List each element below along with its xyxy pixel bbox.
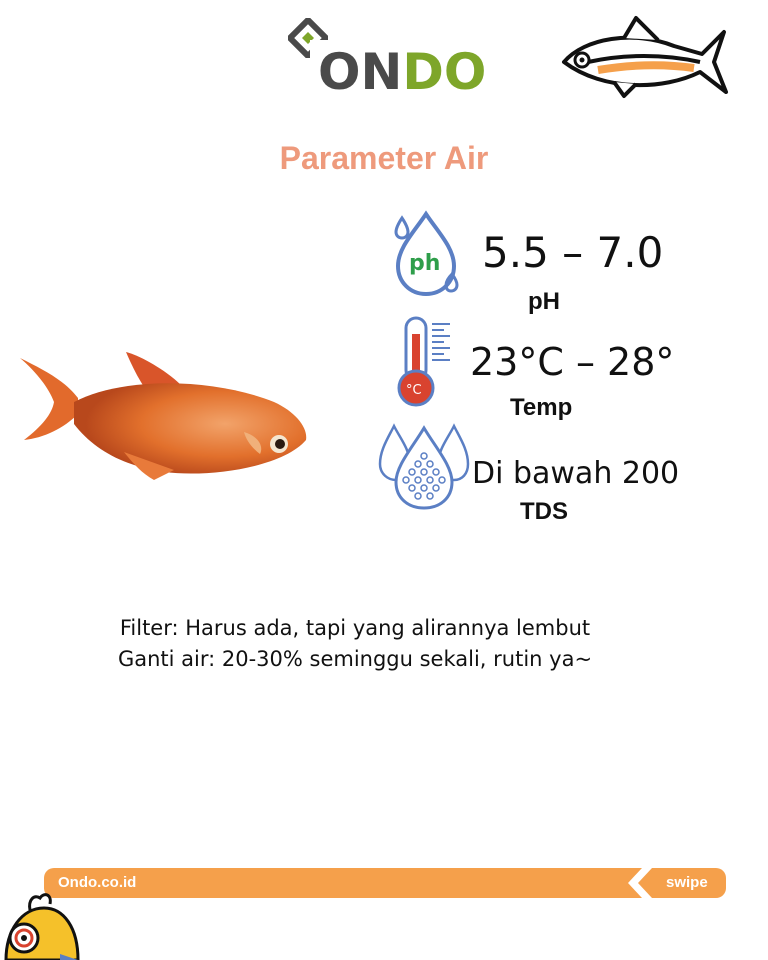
outline-fish-icon — [554, 10, 730, 102]
footer-bar — [44, 868, 726, 898]
tds-label: TDS — [520, 498, 568, 525]
page-title: Parameter Air — [279, 140, 489, 176]
ph-label: pH — [528, 288, 560, 315]
care-notes — [0, 613, 710, 675]
tetra-fish-image — [14, 340, 314, 490]
svg-text:ph: ph — [409, 251, 441, 276]
ph-value: 5.5 – 7.0 — [482, 228, 664, 277]
ondo-logo — [288, 18, 488, 101]
logo-text-do: DO — [402, 43, 487, 101]
swipe-hint[interactable]: swipe — [666, 874, 708, 891]
note-filter: Filter: Harus ada, tapi yang alirannya lembut — [119, 616, 591, 640]
tds-drop-icon — [376, 420, 472, 512]
logo-wordmark — [318, 42, 486, 102]
bird-mascot-icon — [0, 890, 84, 960]
tds-value: Di bawah 200 — [472, 456, 680, 491]
temp-value: 23°C – 28° — [470, 340, 675, 384]
ph-drop-icon — [386, 206, 466, 298]
note-water-change: Ganti air: 20-30% seminggu sekali, rutin ya~ — [117, 647, 593, 671]
chevron-left-icon — [618, 868, 658, 898]
temp-label: Temp — [510, 394, 573, 421]
svg-text:°C: °C — [406, 383, 422, 398]
footer-site-link[interactable]: Ondo.co.id — [58, 874, 137, 891]
thermometer-icon — [392, 314, 456, 410]
logo-text-on: ON — [318, 43, 403, 101]
